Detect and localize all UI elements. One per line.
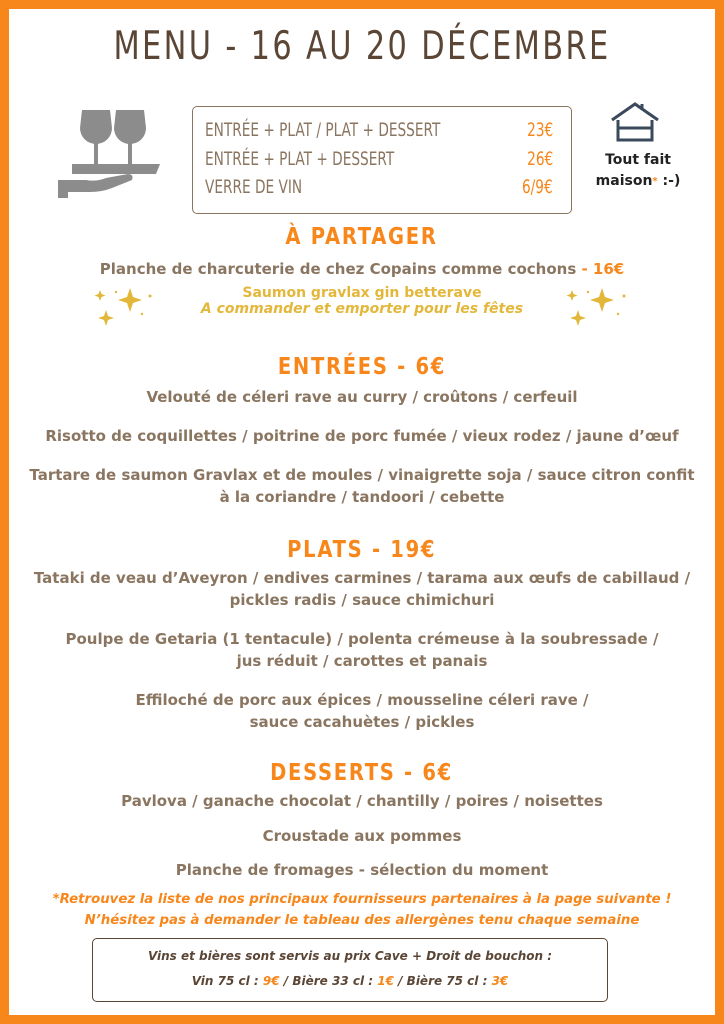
formula-label: ENTRÉE + PLAT + DESSERT [205, 148, 395, 170]
homemade-badge [588, 150, 688, 192]
homemade-line2: maison [595, 173, 653, 189]
formula-row [205, 148, 553, 174]
section-title-partager: À PARTAGER [285, 224, 439, 250]
menu-title: MENU - 16 AU 20 DÉCEMBRE [113, 24, 611, 69]
beer75-corkage-price: 3€ [491, 974, 509, 988]
dessert-item: Croustade aux pommes [262, 827, 462, 845]
section-title-desserts: DESSERTS - 6€ [270, 760, 454, 786]
formula-row [205, 119, 553, 145]
suppliers-note: *Retrouvez la liste de nos principaux fournisseurs partenaires à la page suivante ! [52, 892, 672, 907]
special-item: Saumon gravlax gin betterave [242, 285, 482, 301]
plat-item: Poulpe de Getaria (1 tentacule) / polenta crémeuse à la soubressade / [65, 630, 659, 648]
dessert-item: Planche de fromages - sélection du moment [175, 861, 549, 879]
formula-row [205, 176, 553, 202]
corkage-box [92, 938, 608, 1002]
dessert-item: Pavlova / ganache chocolat / chantilly / poires / noisettes [121, 792, 603, 810]
homemade-line1: Tout fait [605, 152, 671, 168]
corkage-prices: Vin 75 cl : 9€ / Bière 33 cl : 1€ / Bière 75 cl : 3€ [191, 974, 509, 988]
section-title-plats: PLATS - 19€ [287, 537, 437, 563]
plat-item: Tataki de veau d’Aveyron / endives carmines / tarama aux œufs de cabillaud / [33, 569, 691, 587]
formula-price: 23€ [526, 119, 553, 141]
partager-item-price: - 16€ [581, 260, 625, 278]
formula-price: 6/9€ [522, 176, 553, 198]
formula-price: 26€ [526, 148, 553, 170]
house-icon [610, 100, 660, 144]
formula-label: VERRE DE VIN [205, 176, 303, 198]
entree-item: Risotto de coquillettes / poitrine de porc fumée / vieux rodez / jaune d’œuf [45, 427, 679, 445]
formula-price-box [192, 106, 572, 214]
beer33-corkage-price: 1€ [377, 974, 394, 988]
plat-item-cont: pickles radis / sauce chimichuri [229, 591, 495, 609]
plat-item-cont: sauce cacahuètes / pickles [249, 713, 475, 731]
sparkles-icon [562, 284, 632, 332]
wine-corkage-price: 9€ [262, 974, 280, 988]
homemade-star: * [652, 176, 658, 187]
entree-item-cont: à la coriandre / tandoori / cebette [219, 488, 505, 506]
wine-glasses-serving-icon [58, 106, 162, 198]
partager-item: Planche de charcuterie de chez Copains comme cochons - 16€ [99, 260, 625, 278]
section-title-entrees: ENTRÉES - 6€ [277, 354, 447, 380]
homemade-suffix: :-) [657, 173, 681, 189]
corkage-title: Vins et bières sont servis au prix Cave + Droit de bouchon : [147, 949, 553, 963]
plat-item-cont: jus réduit / carottes et panais [236, 652, 488, 670]
special-item-note: A commander et emporter pour les fêtes [200, 301, 524, 317]
entree-item: Velouté de céleri rave au curry / croûtons / cerfeuil [146, 388, 578, 406]
formula-label: ENTRÉE + PLAT / PLAT + DESSERT [205, 119, 441, 141]
allergens-note: N’hésitez pas à demander le tableau des allergènes tenu chaque semaine [84, 913, 640, 928]
entree-item: Tartare de saumon Gravlax et de moules / vinaigrette soja / sauce citron confit [29, 466, 695, 484]
plat-item: Effiloché de porc aux épices / mousseline céleri rave / [135, 691, 589, 709]
